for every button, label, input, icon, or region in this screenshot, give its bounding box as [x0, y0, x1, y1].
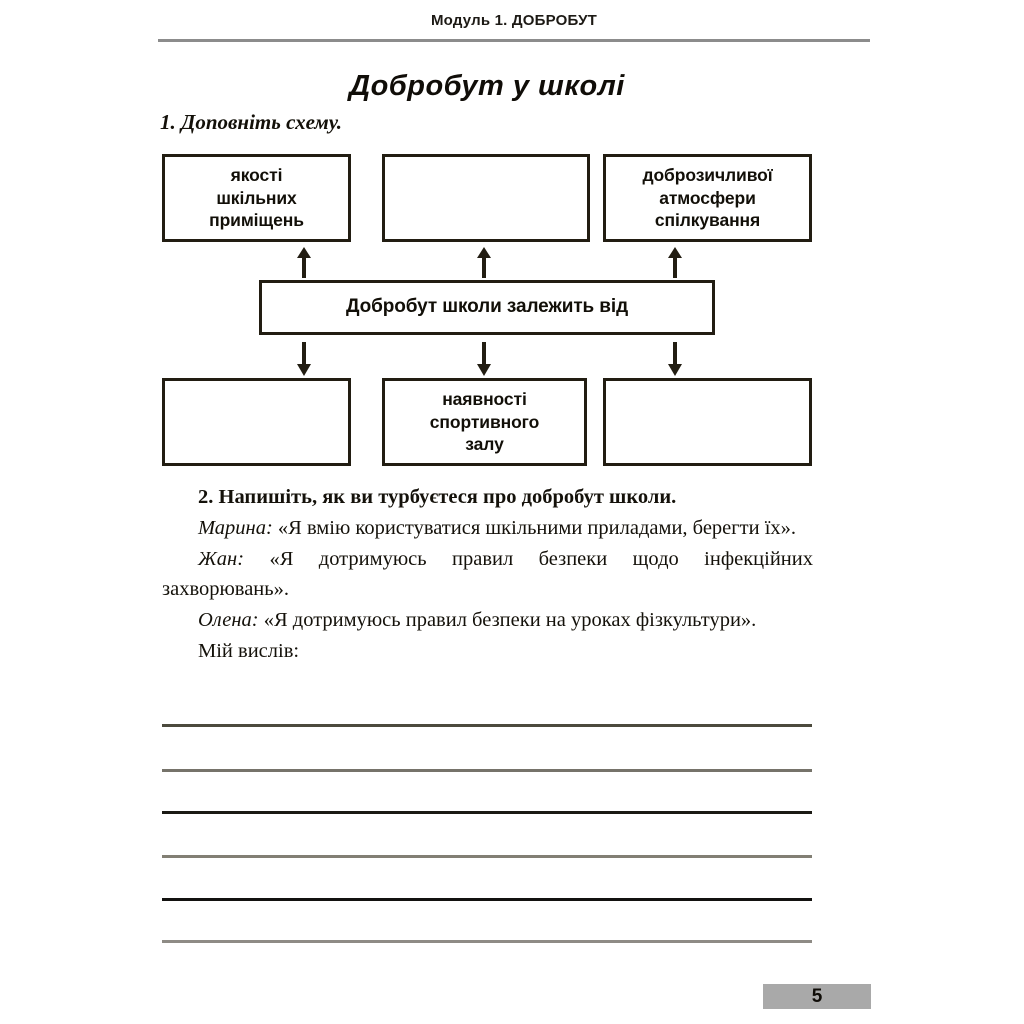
writing-line-6[interactable]	[162, 940, 812, 943]
task-1-label: 1. Доповніть схему.	[160, 110, 343, 134]
arrow-down-icon-1	[297, 342, 311, 376]
running-head: Модуль 1. ДОБРОБУТ	[430, 12, 597, 29]
writing-line-4[interactable]	[162, 855, 812, 858]
task-2-block	[162, 483, 813, 668]
diagram-box-bottom-3-blank[interactable]	[603, 378, 812, 466]
arrow-up-icon-1	[297, 247, 311, 278]
writing-line-5[interactable]	[162, 898, 812, 901]
page-number-box	[763, 984, 871, 1009]
quote-text-marina: «Я вмію користуватися шкільними приладами, берегти їх».	[277, 516, 797, 539]
quote-marina	[162, 514, 813, 544]
diagram-box-top-1[interactable]	[162, 154, 351, 242]
page-number: 5	[811, 986, 823, 1007]
arrow-up-icon-2	[477, 247, 491, 278]
page-title: Добробут у школі	[349, 70, 625, 102]
diagram-center-label: Добробут школи залежить від	[345, 296, 629, 318]
speaker-name-marina: Марина:	[198, 516, 273, 539]
arrow-down-icon-2	[477, 342, 491, 376]
writing-line-3[interactable]	[162, 811, 812, 814]
arrow-up-icon-3	[668, 247, 682, 278]
quote-text-olena: «Я дотримуюсь правил безпеки на уроках фізкультури».	[263, 608, 757, 631]
writing-line-1[interactable]	[162, 724, 812, 727]
quote-text-zhan: «Я дотримуюсь правил безпеки щодо інфекційних захворювань».	[162, 547, 813, 600]
diagram-box-top-3[interactable]	[603, 154, 812, 242]
quote-olena	[162, 606, 813, 636]
diagram-box-top-2-blank[interactable]	[382, 154, 590, 242]
diagram-box-bottom-2-label: наявності спортивного залу	[429, 389, 540, 455]
diagram-box-bottom-2[interactable]	[382, 378, 587, 466]
speaker-name-zhan: Жан:	[198, 547, 245, 570]
arrow-down-icon-3	[668, 342, 682, 376]
my-statement-label: Мій вислів:	[198, 639, 300, 662]
speaker-name-olena: Олена:	[198, 608, 259, 631]
quote-zhan	[162, 545, 813, 605]
task-2-heading: 2. Напишіть, як ви турбуєтеся про добробут школи.	[198, 486, 677, 508]
diagram-box-top-1-label: якості шкільних приміщень	[209, 165, 304, 231]
diagram-box-center	[259, 280, 715, 335]
my-statement-label-row	[162, 637, 813, 667]
diagram-box-bottom-1-blank[interactable]	[162, 378, 351, 466]
writing-line-2[interactable]	[162, 769, 812, 772]
diagram-box-top-3-label: доброзичливої атмосфери спілкування	[642, 165, 773, 231]
